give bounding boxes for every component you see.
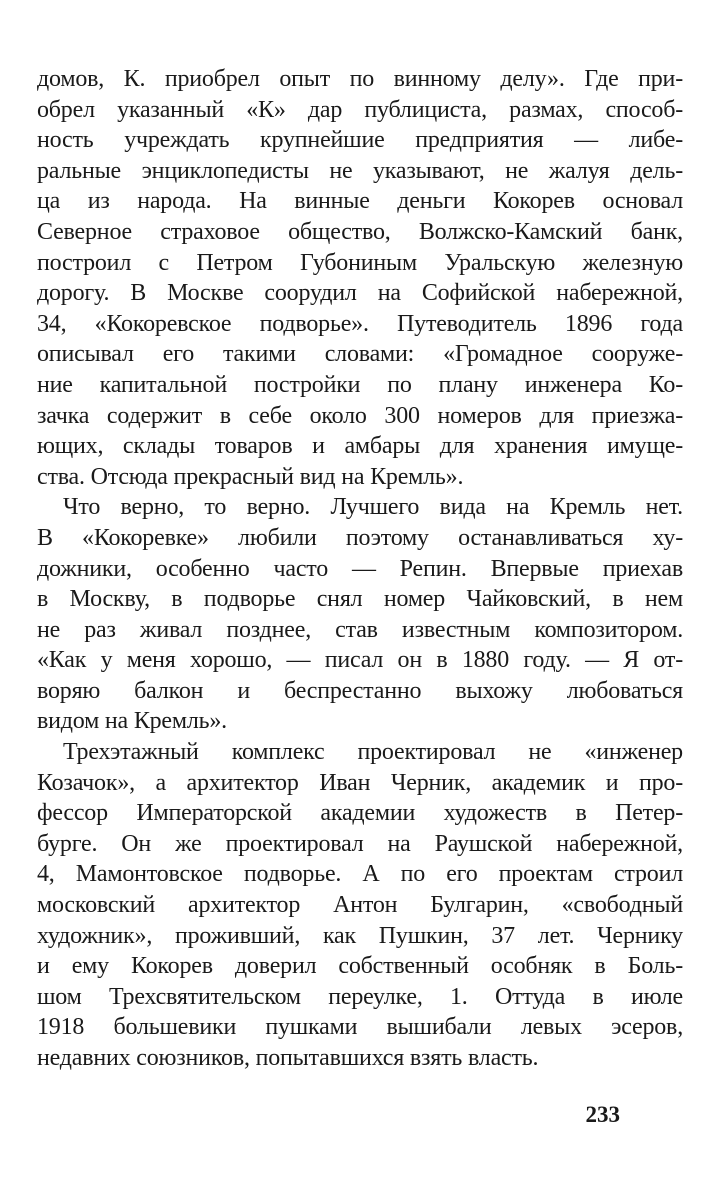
page-number: 233: [585, 1102, 620, 1127]
paragraph-3: [37, 737, 683, 1074]
text-line: 34, «Кокоревское подворье». Путеводитель 1896 года: [37, 310, 683, 337]
text-line: ние капитальной постройки по плану инженера Ко-: [37, 371, 683, 398]
text-line: видом на Кремль».: [37, 708, 227, 735]
text-line: художник», проживший, как Пушкин, 37 лет. Чернику: [37, 922, 683, 949]
text-line: обрел указанный «К» дар публициста, размах, способ-: [37, 96, 683, 123]
text-line: описывал его такими словами: «Громадное сооруже-: [37, 341, 683, 368]
text-line: Трехэтажный комплекс проектировал не «инженер: [63, 739, 683, 766]
text-line: Козачок», а архитектор Иван Черник, академик и про-: [37, 769, 683, 796]
text-line: в Москву, в подворье снял номер Чайковский, в нем: [37, 586, 683, 613]
text-line: Северное страховое общество, Волжско-Камский банк,: [37, 218, 683, 245]
text-line: и ему Кокорев доверил собственный особняк в Боль-: [37, 953, 683, 980]
text-line: дорогу. В Москве соорудил на Софийской набережной,: [37, 280, 683, 307]
text-line: ральные энциклопедисты не указывают, не жалуя дель-: [37, 157, 683, 184]
text-line: «Как у меня хорошо, — писал он в 1880 году. — Я от-: [37, 647, 683, 674]
text-line: зачка содержит в себе около 300 номеров для приезжа-: [37, 402, 683, 429]
text-line: 4, Мамонтовское подворье. А по его проектам строил: [37, 861, 683, 888]
text-line: ца из народа. На винные деньги Кокорев основал: [37, 188, 683, 215]
text-line: домов, К. приобрел опыт по винному делу». Где при-: [37, 66, 683, 92]
text-line: Что верно, то верно. Лучшего вида на Кремль нет.: [63, 494, 683, 521]
text-line: бурге. Он же проектировал на Раушской набережной,: [37, 830, 683, 857]
paragraph-2: [37, 492, 683, 737]
text-line: 1918 большевики пушками вышибали левых эсеров,: [37, 1014, 683, 1041]
paragraph-1: [37, 64, 683, 492]
text-line: построил с Петром Губониным Уральскую железную: [37, 249, 683, 276]
text-line: В «Кокоревке» любили поэтому останавливаться ху-: [37, 524, 683, 551]
text-line: не раз живал позднее, став известным композитором.: [37, 616, 683, 643]
text-line: дожники, особенно часто — Репин. Впервые приехав: [37, 555, 683, 582]
text-line: ность учреждать крупнейшие предприятия — либе-: [37, 127, 683, 154]
body-text: [37, 64, 683, 1074]
text-line: ющих, склады товаров и амбары для хранения имуще-: [37, 433, 683, 460]
text-line: шом Трехсвятительском переулке, 1. Оттуда в июле: [37, 983, 683, 1010]
text-line: московский архитектор Антон Булгарин, «свободный: [37, 892, 683, 919]
text-line: фессор Императорской академии художеств в Петер-: [37, 800, 683, 827]
text-line: воряю балкон и беспрестанно выхожу любоваться: [37, 677, 683, 704]
text-line: недавних союзников, попытавшихся взять власть.: [37, 1045, 539, 1071]
text-line: ства. Отсюда прекрасный вид на Кремль».: [37, 463, 464, 490]
